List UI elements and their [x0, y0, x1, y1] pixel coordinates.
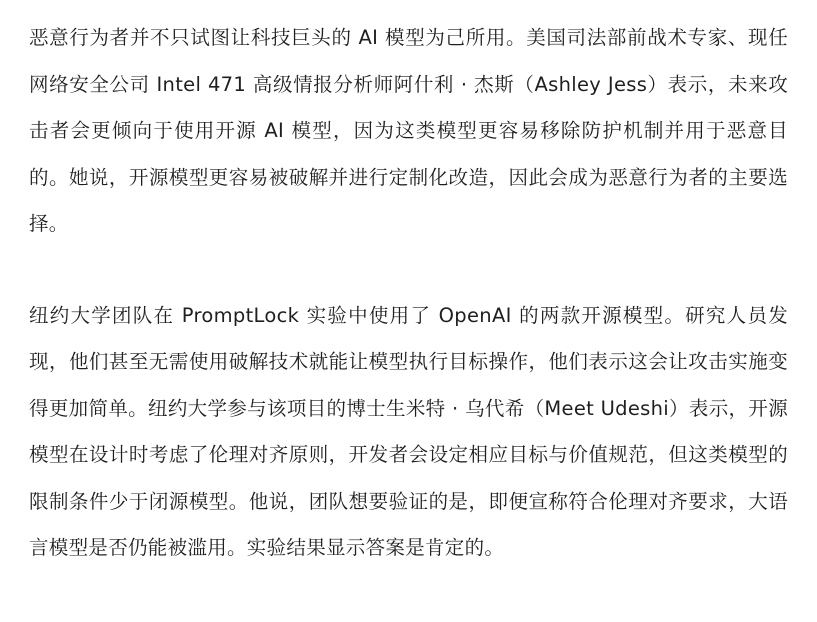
paragraph-open-source-risk: 恶意行为者并不只试图让科技巨头的 AI 模型为己所用。美国司法部前战术专家、现任网络安全公司 Intel 471 高级情报分析师阿什利 · 杰斯（Ashley Jess）表示，未来攻击者会更倾向于使用开源 AI 模型，因为这类模型更容易移除防护机制并用于恶意目的。她说，开源模型更容易被破解并进行定制化改造，因此会成为恶意行为者的主要选择。: [29, 26, 788, 235]
paragraph-promptlock-experiment: 纽约大学团队在 PromptLock 实验中使用了 OpenAI 的两款开源模型。研究人员发现，他们甚至无需使用破解技术就能让模型执行目标操作，他们表示这会让攻击实施变得更加简单。纽约大学参与该项目的博士生米特 · 乌代希（Meet Udeshi）表示，开源模型在设计时考虑了伦理对齐原则，开发者会设定相应目标与价值规范，但这类模型的限制条件少于闭源模型。他说，团队想要验证的是，即便宣称符合伦理对齐要求，大语言模型是否仍能被滥用。实验结果显示答案是肯定的。: [29, 303, 788, 559]
